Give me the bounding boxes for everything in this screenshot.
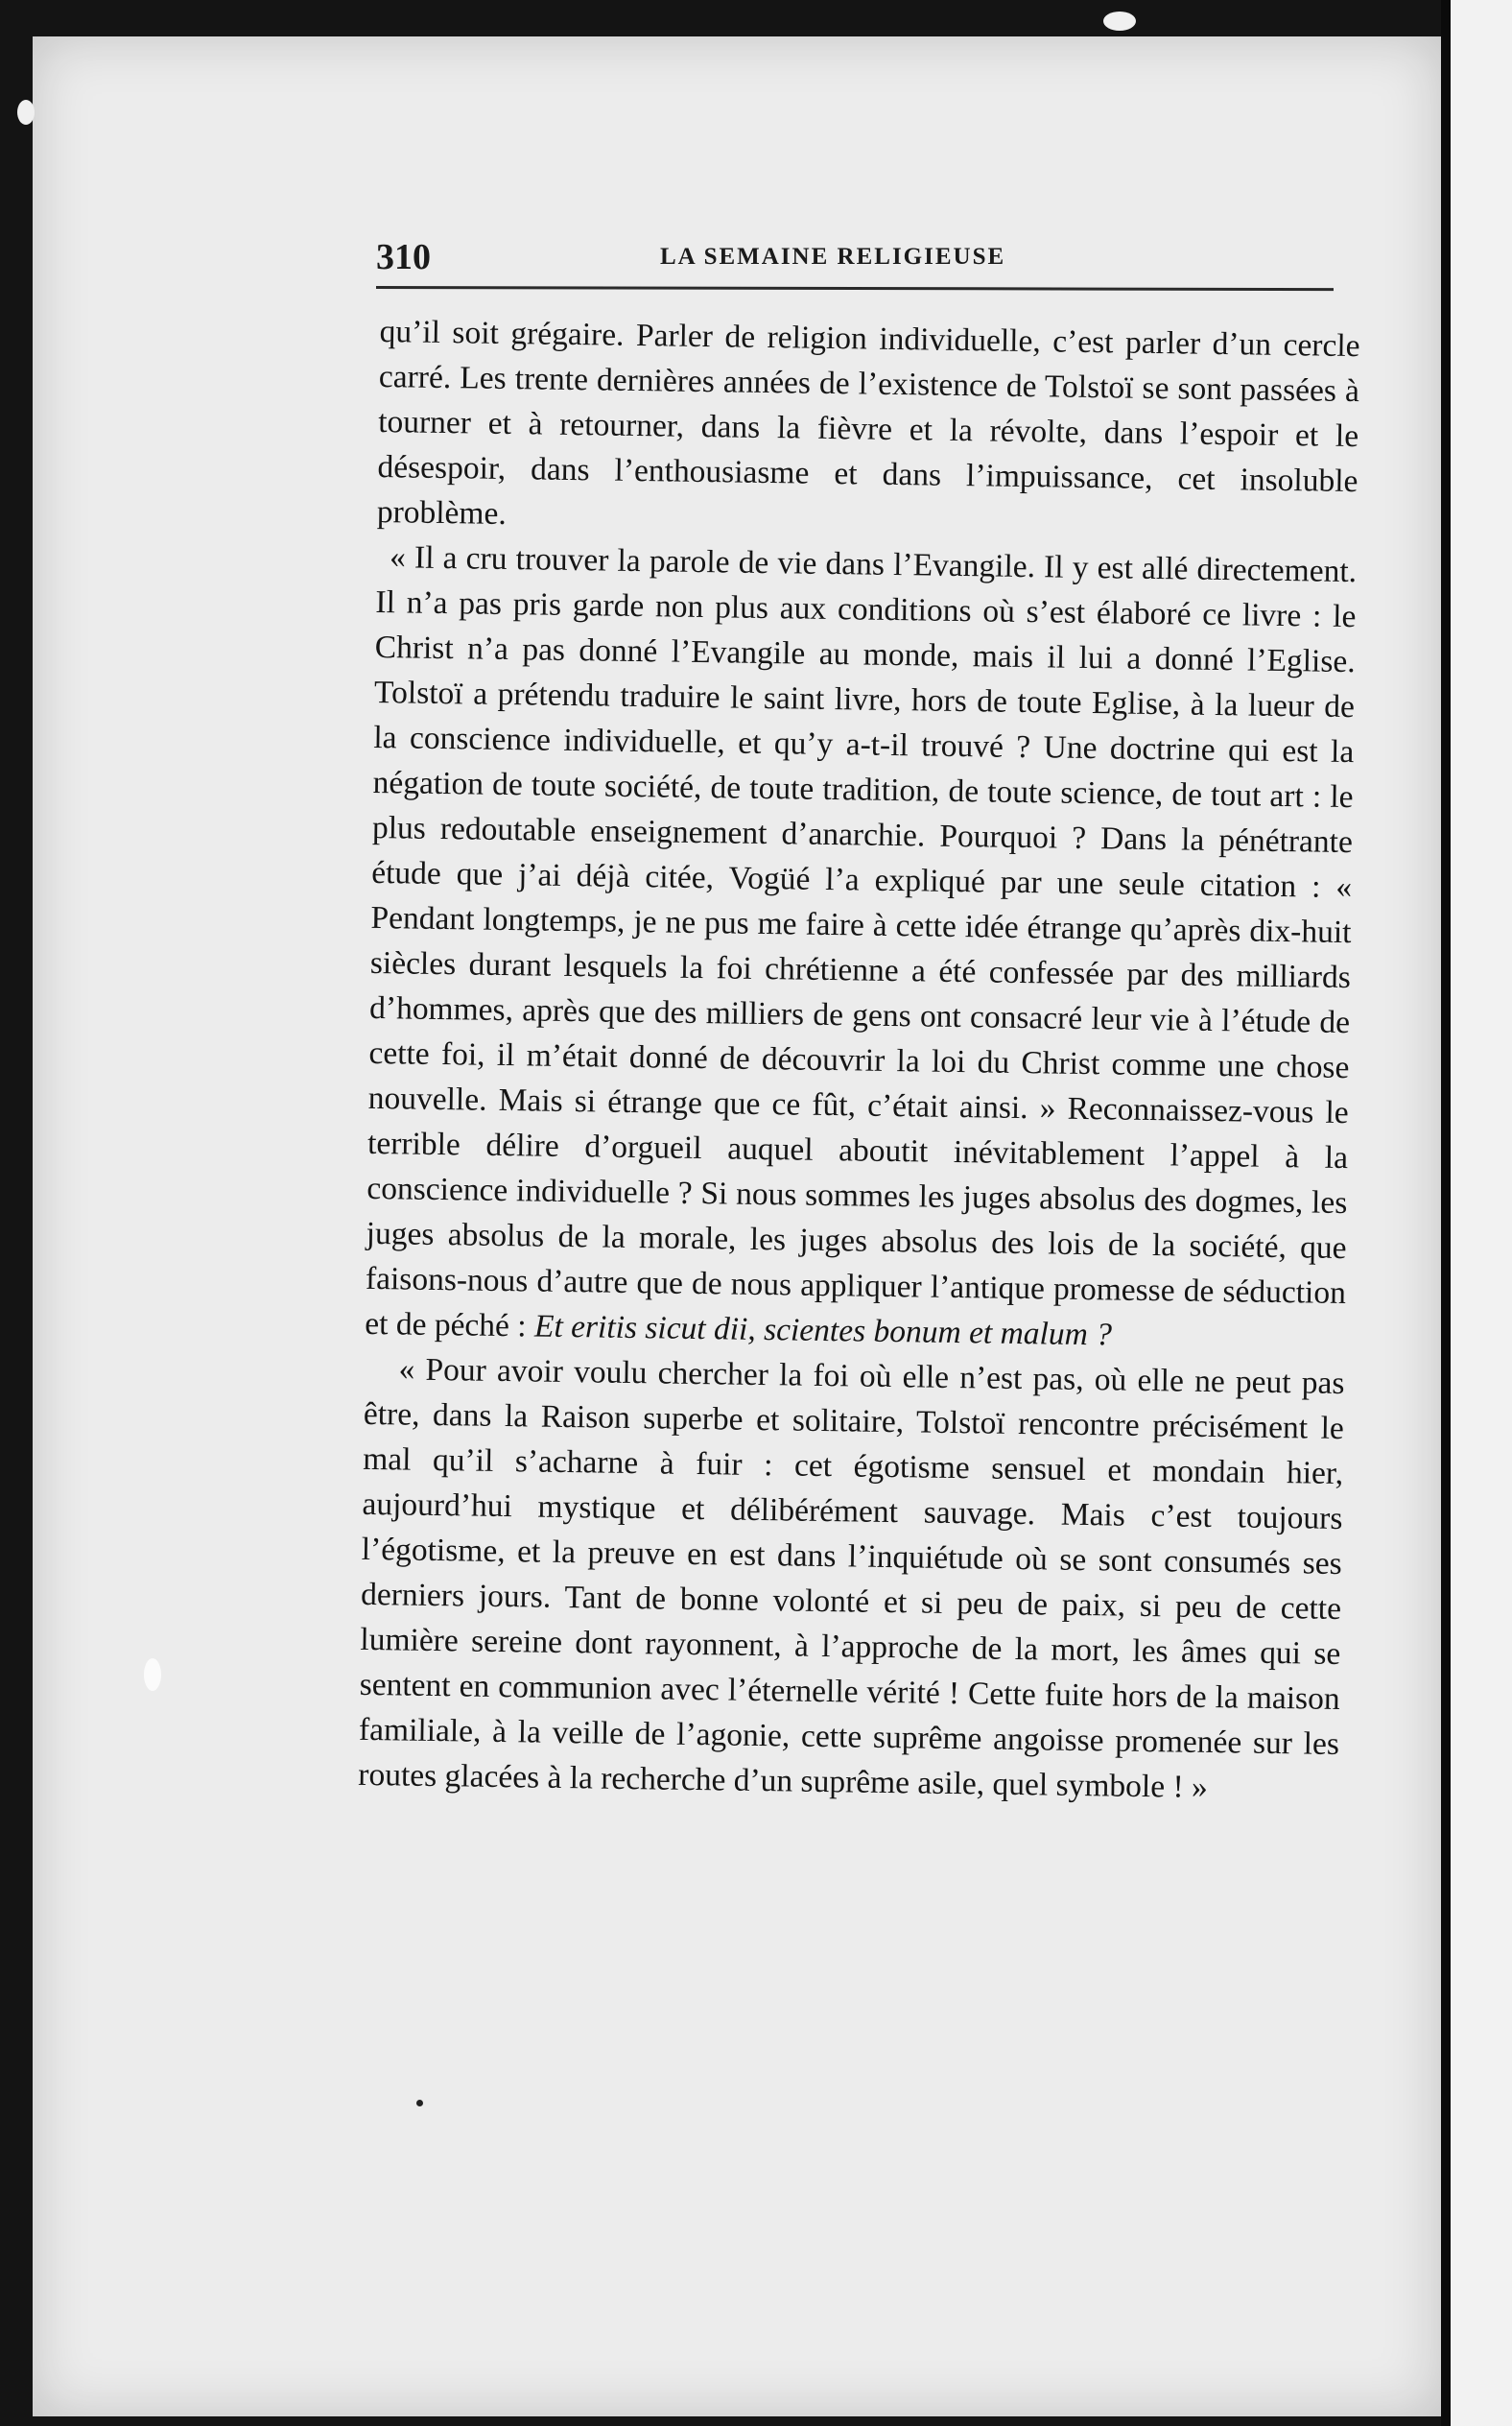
paragraph xyxy=(365,535,1357,1361)
paragraph-text: « Il a cru trouver la parole de vie dans l’Evangile. Il y est allé directement. Il n’a pas pris garde non plus aux conditions où s’est élaboré ce livre : le Christ n’a pas donné l’Evangile au monde, mais il lui a donné l’Eglise. Tolstoï a prétendu traduire le saint livre, hors de toute Eglise, à la lueur de la conscience individuelle, et qu’y a-t-il trouvé ? Une doctrine qui est la négation de toute société, de toute tradition, de toute science, de tout art : le plus redoutable enseignement d’anarchie. Pourquoi ? Dans la pénétrante étude que j’ai déjà citée, Vogüé l’a expliqué par une seule citation : « Pendant longtemps, je ne pus me faire à cette idée étrange qu’après dix-huit siècles durant lesquels la foi chrétienne a été confessée par des milliards d’hommes, après que des milliers de gens ont consacré leur vie à l’étude de cette foi, il m’était donné de découvrir la loi du Christ comme une chose nouvelle. Mais si étrange que ce fût, c’était ainsi. » Reconnaissez-vous le terrible délire d’orgueil auquel aboutit inévitablement l’appel à la conscience individuelle ? Si nous sommes les juges absolus des dogmes, les juges absolus de la morale, les juges absolus des lois de la société, que faisons-nous d’autre que de nous appliquer l’antique promesse de séduction et de péché : xyxy=(365,539,1358,1344)
adjacent-page-edge xyxy=(1441,0,1512,2426)
running-header xyxy=(376,236,1335,294)
body-text xyxy=(358,309,1360,1812)
scan-speck xyxy=(17,100,35,125)
paragraph: qu’il soit grégaire. Parler de religion individuelle, c’est parler d’un cercle carré. Les trente dernières années de l’existence de Tolstoï se sont passées à tourner et à retourner, dans la fièvre et la révolte, dans l’espoir et le désespoir, dans l’enthousiasme et dans l’impuissance, cet insoluble problème. xyxy=(376,313,1360,532)
running-title: LA SEMAINE RELIGIEUSE xyxy=(660,244,1006,270)
ink-dot xyxy=(416,2100,423,2106)
paragraph: « Pour avoir voulu chercher la foi où elle n’est pas, où elle ne peut pas être, dans la Raison superbe et solitaire, Tolstoï rencontre précisément le mal qu’il s’acharne à fuir : cet égotisme sensuel et mondain hier, aujourd’hui mystique et délibérément sauvage. Mais c’est toujours l’égotisme, et la preuve en est dans l’inquiétude où se sont consumés ses derniers jours. Tant de bonne volonté et si peu de paix, si peu de cette lumière sereine dont rayonnent, à l’approche de la mort, les âmes qui se sentent en communion avec l’éternelle vérité ! Cette fuite hors de la maison familiale, à la veille de l’agonie, cette suprême angoisse promenée sur les routes glacées à la recherche d’un suprême asile, quel symbole ! » xyxy=(358,1351,1345,1805)
latin-quotation: Et eritis sicut dii, scientes bonum et malum ? xyxy=(533,1308,1113,1353)
scan-hole xyxy=(144,1658,161,1691)
page-number: 310 xyxy=(376,237,431,277)
page-gutter-shadow xyxy=(1441,0,1451,2426)
scan-speck xyxy=(1103,12,1136,31)
